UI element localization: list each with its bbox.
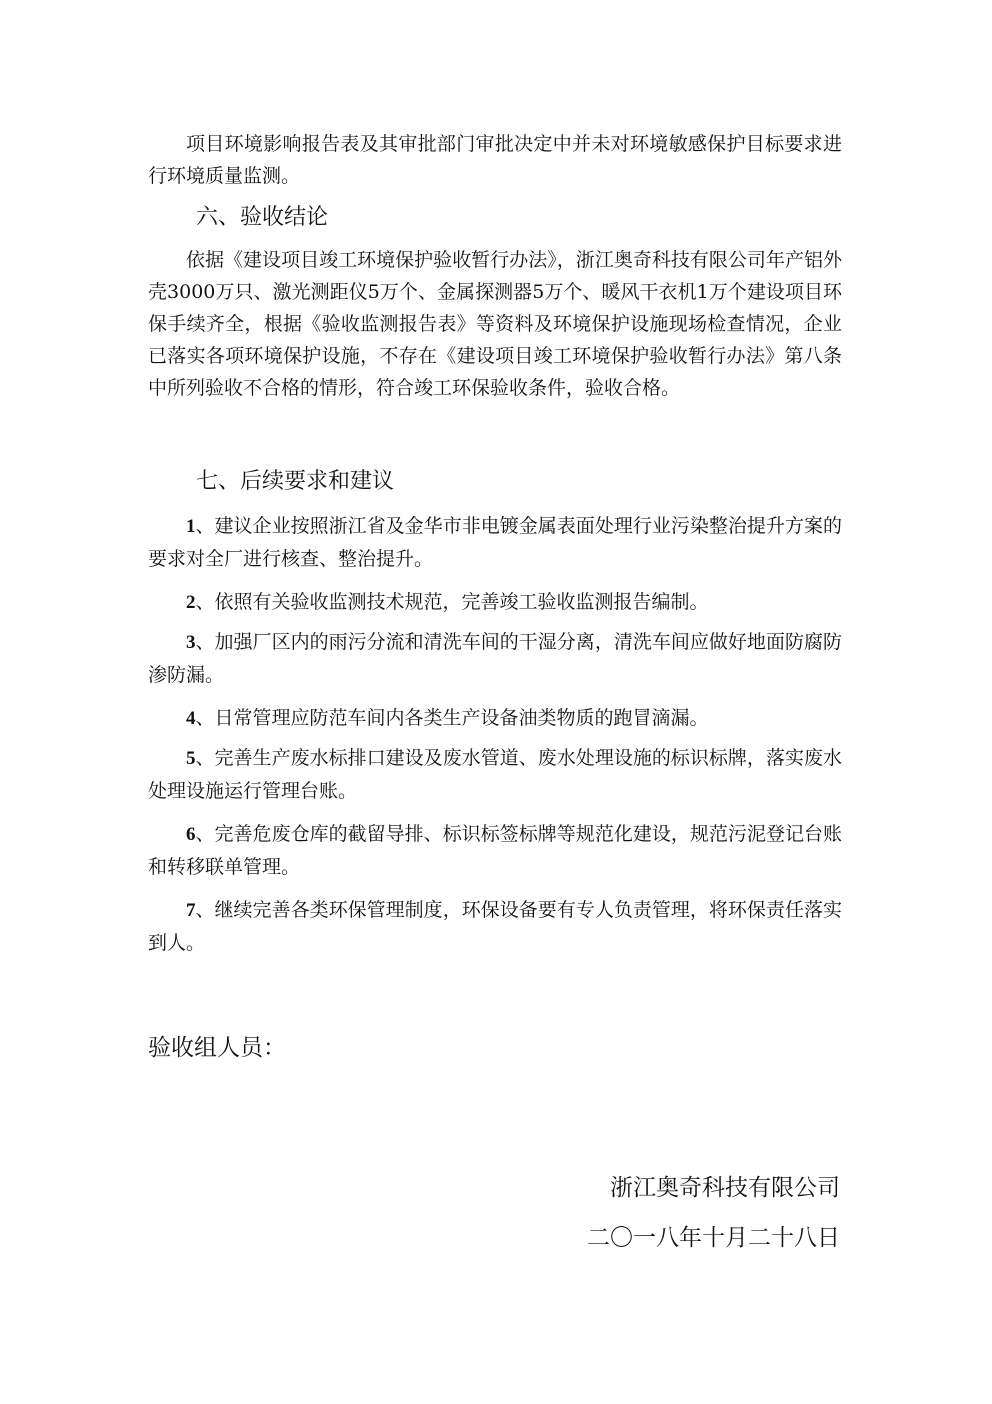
requirement-item-7	[148, 894, 842, 959]
requirement-item-5	[148, 742, 842, 807]
section-6-paragraph: 依据《建设项目竣工环境保护验收暂行办法》，浙江奥奇科技有限公司年产铝外壳3000万只、激光测距仪5万个、金属探测器5万个、暖风干衣机1万个建设项目环保手续齐全，根据《验收监测报告表》等资料及环境保护设施现场检查情况，企业已落实各项环境保护设施，不存在《建设项目竣工环境保护验收暂行办法》第八条中所列验收不合格的情形，符合竣工环保验收条件，验收合格。	[148, 249, 842, 399]
requirement-item-4	[148, 702, 842, 735]
item-text: 、继续完善各类环保管理制度，环保设备要有专人负责管理，将环保责任落实到人。	[148, 899, 842, 954]
item-text: 、建议企业按照浙江省及金华市非电镀金属表面处理行业污染整治提升方案的要求对全厂进行核查、整治提升。	[148, 515, 842, 570]
item-text: 、完善危废仓库的截留导排、标识标签标牌等规范化建设，规范污泥登记台账和转移联单管理。	[148, 823, 842, 878]
acceptance-team-label: 验收组人员：	[148, 1035, 286, 1061]
requirement-item-1	[148, 510, 842, 575]
item-text: 、依照有关验收监测技术规范，完善竣工验收监测报告编制。	[195, 591, 709, 613]
requirement-item-2	[148, 586, 842, 619]
section-7-heading: 七、后续要求和建议	[196, 469, 395, 494]
item-number: 7	[186, 900, 196, 921]
requirement-item-3	[148, 626, 842, 691]
signature-date: 二〇一八年十月二十八日	[587, 1225, 840, 1251]
item-text: 、完善生产废水标排口建设及废水管道、废水处理设施的标识标牌，落实废水处理设施运行管理台账。	[148, 747, 842, 802]
requirement-item-6	[148, 818, 842, 883]
item-number: 1	[186, 516, 196, 537]
company-signature: 浙江奥奇科技有限公司	[610, 1175, 840, 1201]
item-number: 2	[186, 592, 196, 613]
intro-paragraph: 项目环境影响报告表及其审批部门审批决定中并未对环境敏感保护目标要求进行环境质量监测。	[148, 133, 842, 187]
item-number: 3	[186, 632, 196, 653]
item-text: 、日常管理应防范车间内各类生产设备油类物质的跑冒滴漏。	[195, 707, 709, 729]
section-6-heading: 六、验收结论	[196, 205, 329, 230]
item-number: 6	[186, 824, 196, 845]
item-text: 、加强厂区内的雨污分流和清洗车间的干湿分离，清洗车间应做好地面防腐防渗防漏。	[148, 631, 842, 686]
item-number: 4	[186, 708, 196, 729]
item-number: 5	[186, 748, 196, 769]
